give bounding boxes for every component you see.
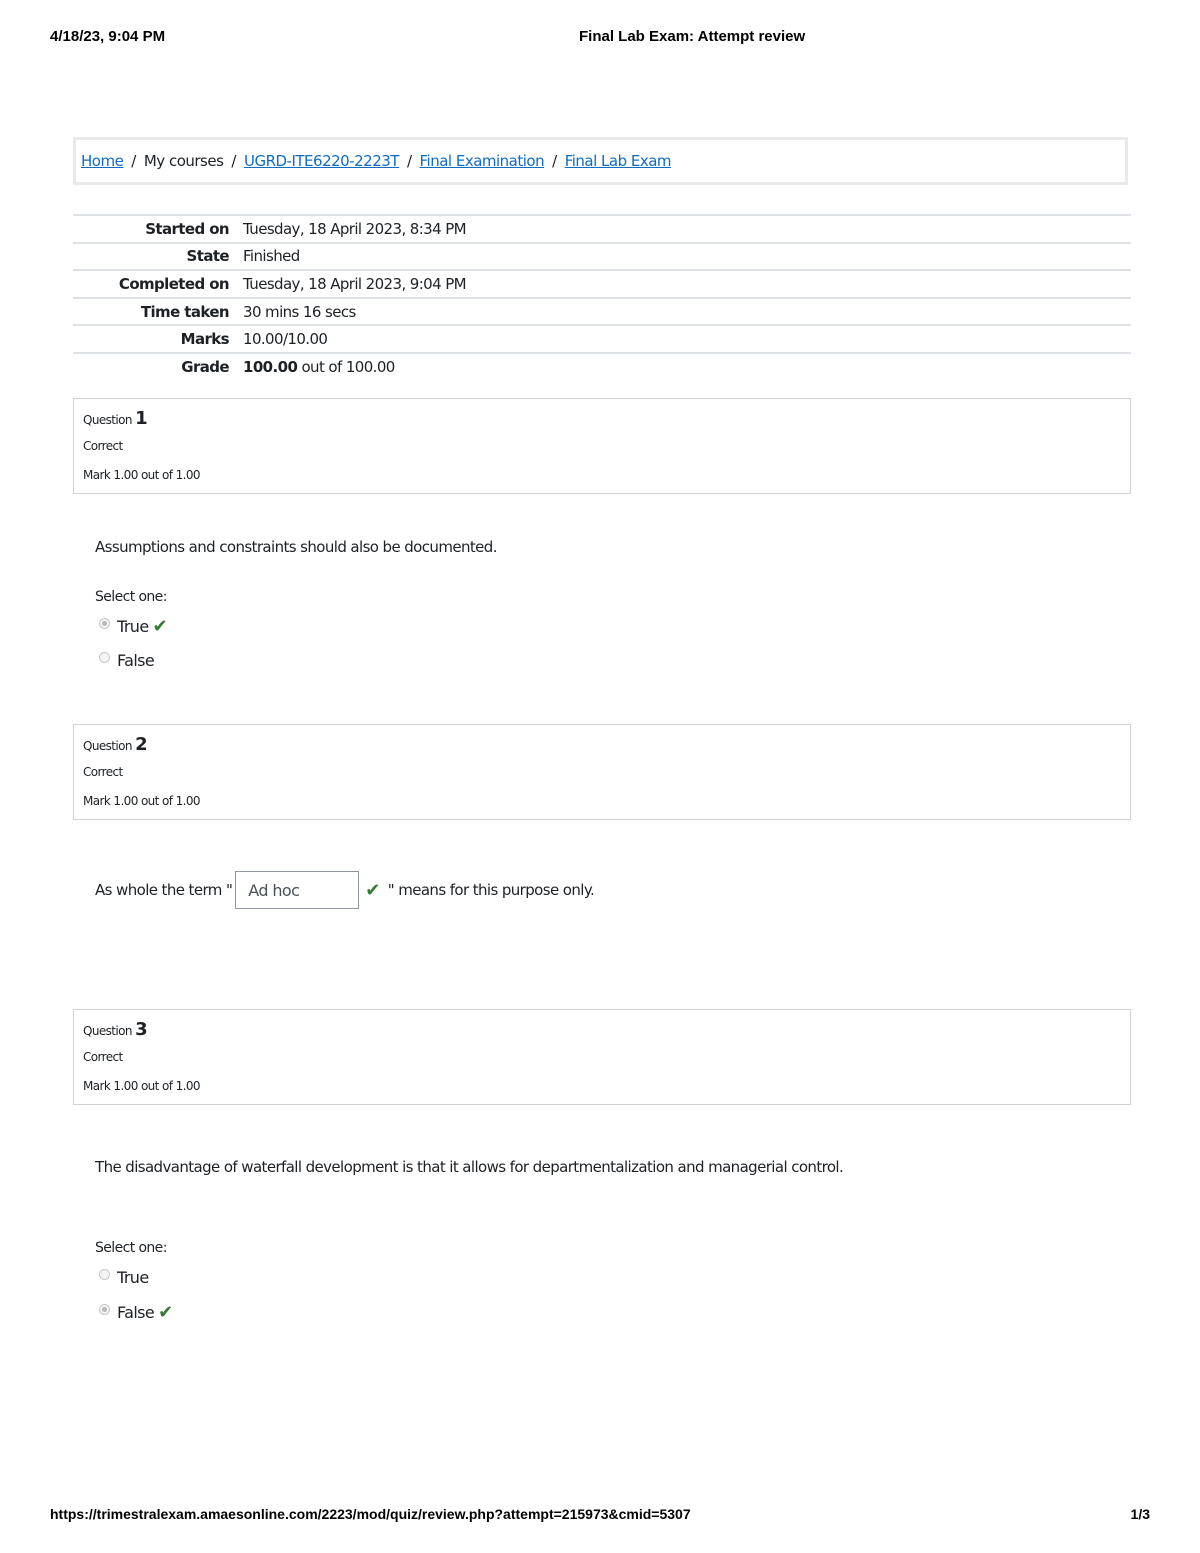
question-text-after: " means for this purpose only. xyxy=(387,881,595,899)
summary-label: Started on xyxy=(145,219,229,238)
answer-input[interactable]: Ad hoc xyxy=(235,871,359,909)
grade-value: 100.00 xyxy=(243,358,298,377)
radio-button-selected[interactable] xyxy=(99,618,110,629)
breadcrumb-my-courses: My courses xyxy=(143,152,224,170)
option-label: True xyxy=(117,1267,149,1287)
select-one-prompt: Select one: xyxy=(95,1240,167,1256)
answer-option-false[interactable] xyxy=(99,648,154,672)
question-number-value: 2 xyxy=(135,734,148,755)
print-datetime: 4/18/23, 9:04 PM xyxy=(50,28,166,45)
breadcrumb-separator: / xyxy=(231,152,236,170)
summary-label: Time taken xyxy=(140,302,229,321)
question-label: Question xyxy=(83,739,132,753)
breadcrumb xyxy=(73,137,1128,185)
summary-value-grade xyxy=(243,353,1131,381)
answer-option-true[interactable] xyxy=(99,1265,149,1289)
summary-value-time-taken: 30 mins 16 secs xyxy=(243,302,356,321)
print-footer xyxy=(50,1506,1150,1526)
summary-row-completed xyxy=(73,270,1131,298)
question-number xyxy=(83,408,147,429)
option-label: True xyxy=(117,616,149,636)
breadcrumb-separator: / xyxy=(552,152,557,170)
question-text-2 xyxy=(95,870,594,910)
answer-option-true[interactable] xyxy=(99,614,167,638)
check-icon: ✔ xyxy=(365,879,380,901)
summary-label: State xyxy=(186,247,229,266)
summary-row-marks xyxy=(73,325,1131,353)
breadcrumb-section-link[interactable]: Final Examination xyxy=(419,152,545,170)
question-label: Question xyxy=(83,1024,132,1038)
breadcrumb-course-link[interactable]: UGRD-ITE6220-2223T xyxy=(243,152,399,170)
summary-value-state: Finished xyxy=(243,247,300,266)
answer-option-false[interactable] xyxy=(99,1300,173,1324)
question-text-1: Assumptions and constraints should also be documented. xyxy=(95,538,497,556)
option-label: False xyxy=(117,1302,155,1322)
print-header xyxy=(50,28,1150,48)
question-grade: Mark 1.00 out of 1.00 xyxy=(83,794,200,808)
summary-row-state xyxy=(73,243,1131,271)
select-one-prompt: Select one: xyxy=(95,589,167,605)
breadcrumb-separator: / xyxy=(406,152,412,170)
summary-label: Completed on xyxy=(118,274,229,293)
check-icon: ✔ xyxy=(158,1301,173,1323)
question-number-value: 1 xyxy=(135,408,148,429)
radio-button[interactable] xyxy=(99,652,110,663)
breadcrumb-home-link[interactable]: Home xyxy=(81,152,124,170)
check-icon: ✔ xyxy=(152,615,168,637)
question-state: Correct xyxy=(83,765,123,779)
question-state: Correct xyxy=(83,1050,123,1064)
question-number xyxy=(83,1019,147,1040)
print-url: https://trimestralexam.amaesonline.com/2223/mod/quiz/review.php?attempt=215973&cmid=5307 xyxy=(50,1506,691,1522)
question-info-3 xyxy=(73,1009,1131,1105)
summary-label: Marks xyxy=(180,330,229,349)
summary-row-started xyxy=(73,215,1131,243)
question-text-before: As whole the term " xyxy=(95,881,233,899)
breadcrumb-activity-link[interactable]: Final Lab Exam xyxy=(564,152,672,170)
question-number-value: 3 xyxy=(135,1019,148,1040)
attempt-summary-table xyxy=(73,214,1131,381)
summary-label: Grade xyxy=(181,358,229,377)
grade-suffix: out of 100.00 xyxy=(301,358,395,377)
question-text-3: The disadvantage of waterfall development is that it allows for departmentalization and managerial control. xyxy=(95,1158,844,1176)
question-info-2 xyxy=(73,724,1131,820)
radio-button-selected[interactable] xyxy=(99,1304,110,1315)
summary-row-grade xyxy=(73,353,1131,381)
breadcrumb-separator: / xyxy=(131,152,136,170)
summary-value-started: Tuesday, 18 April 2023, 8:34 PM xyxy=(243,219,467,238)
radio-button[interactable] xyxy=(99,1269,110,1280)
question-label: Question xyxy=(83,413,132,427)
summary-value-completed: Tuesday, 18 April 2023, 9:04 PM xyxy=(243,274,467,293)
option-label: False xyxy=(117,650,155,670)
question-info-1 xyxy=(73,398,1131,494)
question-grade: Mark 1.00 out of 1.00 xyxy=(83,468,200,482)
print-page-title: Final Lab Exam: Attempt review xyxy=(579,28,806,45)
question-number xyxy=(83,734,147,755)
summary-value-marks: 10.00/10.00 xyxy=(243,330,328,349)
summary-row-time-taken xyxy=(73,298,1131,326)
question-state: Correct xyxy=(83,439,123,453)
question-grade: Mark 1.00 out of 1.00 xyxy=(83,1079,200,1093)
print-page-number: 1/3 xyxy=(1130,1506,1150,1522)
